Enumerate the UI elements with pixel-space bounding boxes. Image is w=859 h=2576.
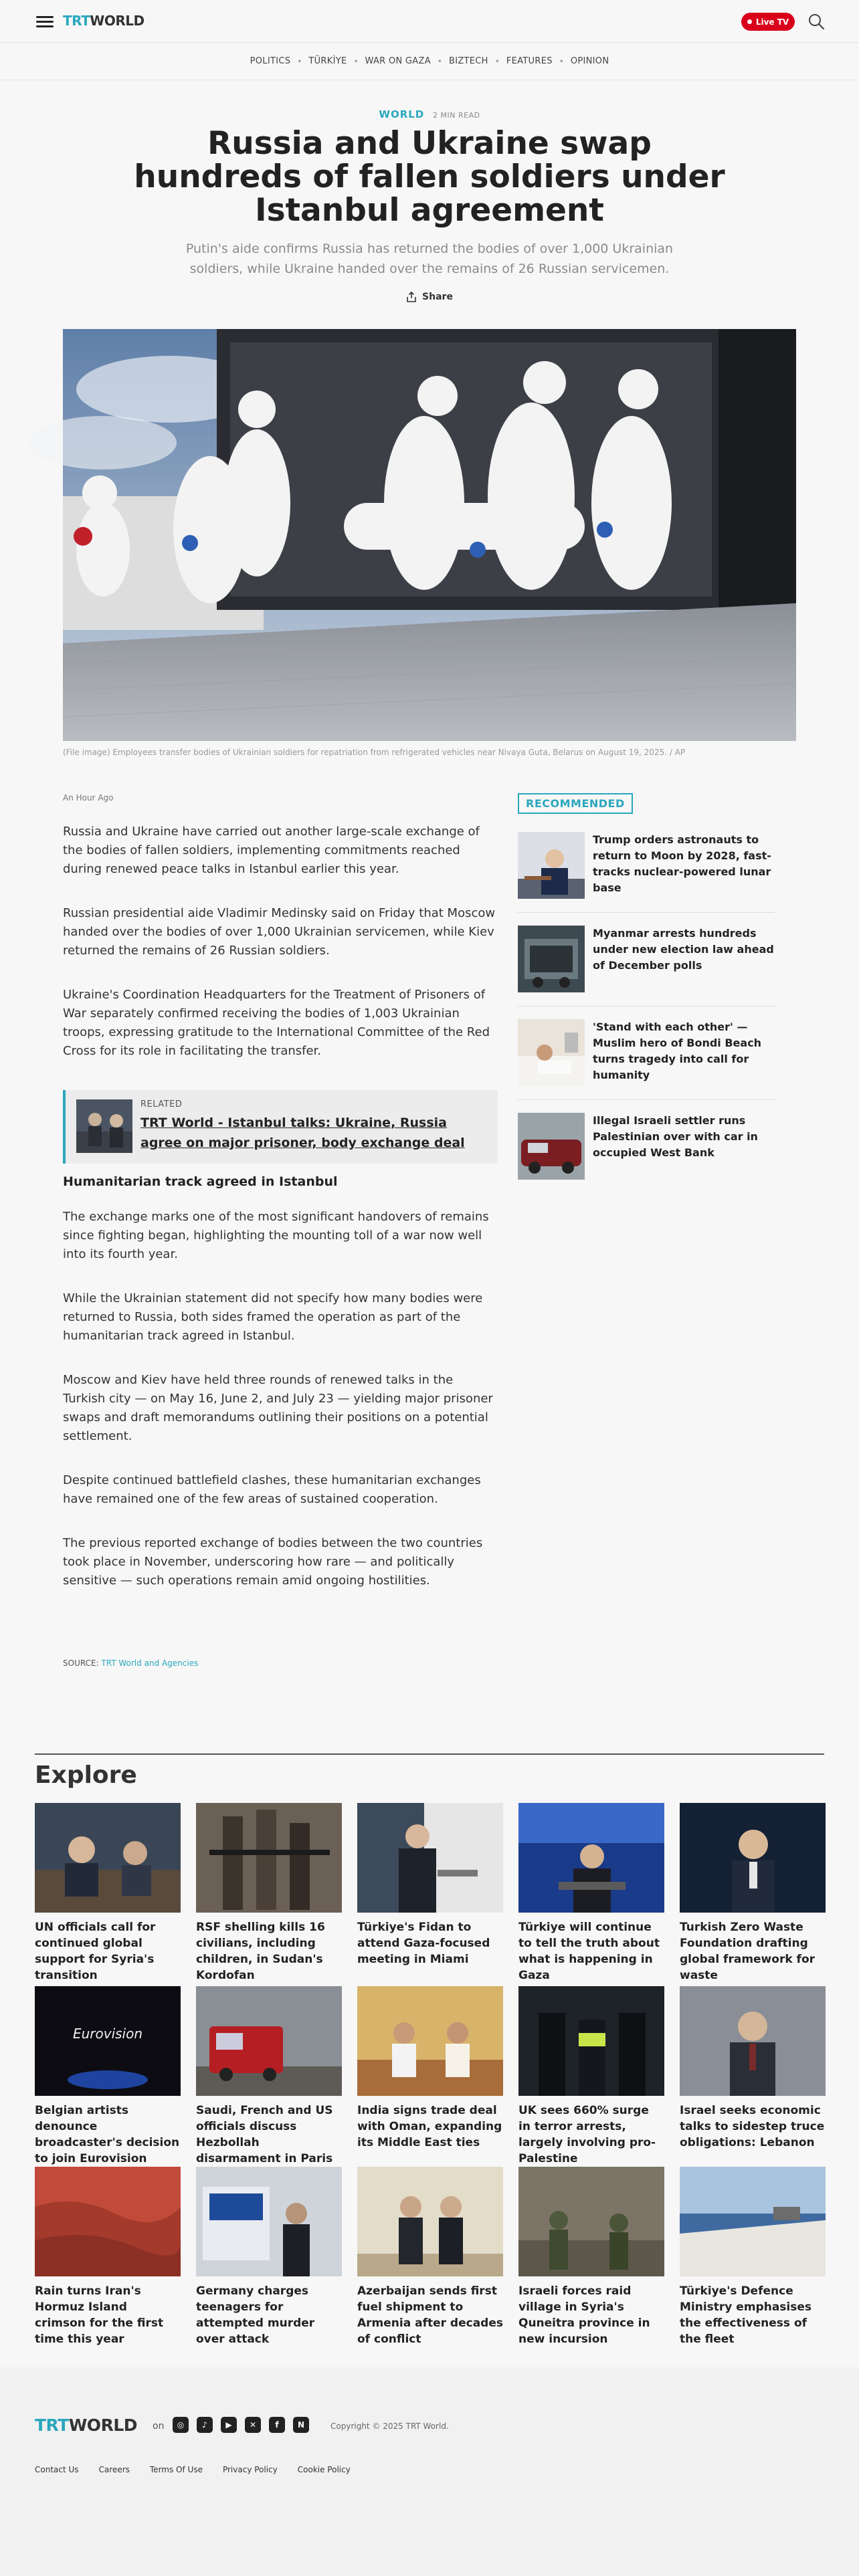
nav-item-politics[interactable]: POLITICS (250, 56, 291, 66)
recommended-item[interactable] (518, 832, 775, 899)
explore-card[interactable] (196, 1986, 342, 2165)
explore-thumbnail (35, 2167, 181, 2276)
explore-thumbnail (196, 2167, 342, 2276)
explore-card-title: Türkiye's Defence Ministry emphasises the effectiveness of the fleet (680, 2284, 812, 2346)
hero-caption: (File image) Employees transfer bodies of Ukrainian soldiers for repatriation from refrigerated vehicles near Nivaya Guta, Belarus on August 19, 2025. / AP (63, 748, 686, 757)
explore-card-title: UK sees 660% surge in terror arrests, largely involving pro-Palestine (518, 2104, 656, 2165)
explore-card[interactable] (196, 1803, 342, 1982)
footer-link-careers[interactable]: Careers (98, 2465, 130, 2474)
menu-icon[interactable] (36, 15, 54, 28)
time-ago: An Hour Ago (63, 793, 114, 802)
explore-card-title: Türkiye will continue to tell the truth about what is happening in Gaza (518, 1921, 660, 1982)
live-dot-icon (747, 19, 752, 24)
explore-card-title: Belgian artists denounce broadcaster's decision to join Eurovision (35, 2104, 180, 2165)
paragraph: Russian presidential aide Vladimir Medinsky said on Friday that Moscow handed over the bodies of over 1,000 Ukrainian servicemen, while Kiev returned the remains of 26 Russian soldiers. (63, 906, 496, 958)
explore-card[interactable] (357, 1803, 503, 1967)
youtube-icon[interactable]: ▶ (221, 2417, 237, 2433)
explore-card-title: UN officials call for continued global support for Syria's transition (35, 1921, 156, 1982)
article-source: SOURCE: TRT World and Agencies (63, 1658, 199, 1668)
nav-item-features[interactable]: FEATURES (506, 56, 553, 66)
site-footer (0, 2367, 859, 2576)
explore-card-title: RSF shelling kills 16 civilians, including children, in Sudan's Kordofan (196, 1921, 325, 1982)
paragraph: Ukraine's Coordination Headquarters for the Treatment of Prisoners of War separately confirmed receiving the bodies of 1,003 Ukrainian troops, expressing gratitude to the International Committee of the Red Cross for its role in facilitating the transfer. (63, 988, 490, 1058)
explore-thumbnail (196, 1803, 342, 1913)
explore-card-title: Israel seeks economic talks to sidestep truce obligations: Lebanon (680, 2104, 825, 2149)
related-label: RELATED (140, 1099, 183, 1109)
share-icon (406, 292, 417, 302)
hero-image (63, 329, 796, 741)
explore-card[interactable] (680, 2167, 826, 2346)
svg-text:Eurovision: Eurovision (72, 2026, 143, 2042)
explore-card[interactable] (518, 1986, 664, 2165)
recommended-item[interactable] (518, 1019, 775, 1086)
explore-card-title: Turkish Zero Waste Foundation drafting global framework for waste (680, 1921, 816, 1982)
explore-card-title: Türkiye's Fidan to attend Gaza-focused meeting in Miami (357, 1921, 490, 1966)
recommended-title: Trump orders astronauts to return to Moon by 2028, fast-tracks nuclear-powered lunar base (593, 833, 771, 894)
nebula-icon[interactable]: N (293, 2417, 309, 2433)
explore-thumbnail (357, 1803, 503, 1913)
instagram-icon[interactable]: ◎ (173, 2417, 189, 2433)
explore-card[interactable] (196, 2167, 342, 2346)
search-icon[interactable] (807, 12, 826, 31)
source-link[interactable]: TRT World and Agencies (101, 1658, 199, 1668)
recommended-title: 'Stand with each other' — Muslim hero of Bondi Beach turns tragedy into call for humanity (593, 1021, 762, 1081)
explore-card[interactable] (35, 1986, 181, 2165)
explore-thumbnail (680, 1803, 826, 1913)
explore-card[interactable] (518, 2167, 664, 2346)
article-kicker (0, 108, 859, 120)
related-title-link[interactable]: TRT World - Istanbul talks: Ukraine, Russia agree on major prisoner, body exchange deal (140, 1115, 465, 1150)
footer-on-label: on (153, 2421, 165, 2432)
footer-link-contact[interactable]: Contact Us (35, 2465, 79, 2474)
divider (518, 1099, 775, 1100)
explore-card[interactable] (357, 1986, 503, 2151)
tiktok-icon[interactable]: ♪ (197, 2417, 213, 2433)
explore-card[interactable] (357, 2167, 503, 2346)
divider (518, 912, 775, 913)
explore-card[interactable] (680, 1986, 826, 2151)
footer-link-terms[interactable]: Terms Of Use (149, 2465, 203, 2474)
footer-links (35, 2465, 351, 2474)
nav-item-war-on-gaza[interactable]: WAR ON GAZA (365, 56, 431, 66)
footer-link-cookie[interactable]: Cookie Policy (297, 2465, 351, 2474)
site-logo[interactable]: TRTWORLD (63, 13, 145, 29)
explore-thumbnail (518, 1803, 664, 1913)
nav-item-biztech[interactable]: BIZTECH (448, 56, 488, 66)
related-article-card[interactable] (63, 1090, 498, 1164)
recommended-title: Illegal Israeli settler runs Palestinian over with car in occupied West Bank (593, 1114, 758, 1159)
related-thumbnail (76, 1099, 132, 1153)
explore-card-title: Germany charges teenagers for attempted murder over attack (196, 2284, 315, 2346)
explore-thumbnail (518, 2167, 664, 2276)
paragraph: While the Ukrainian statement did not specify how many bodies were returned to Russia, both sides framed the operation as part of the humanitarian track agreed in Istanbul. (63, 1291, 483, 1343)
explore-card[interactable] (35, 1803, 181, 1982)
footer-link-privacy[interactable]: Privacy Policy (222, 2465, 278, 2474)
live-tv-button[interactable]: Live TV (741, 13, 795, 31)
nav-item-opinion[interactable]: OPINION (570, 56, 609, 66)
explore-card[interactable] (518, 1803, 664, 1982)
copyright: Copyright © 2025 TRT World. (330, 2422, 449, 2431)
explore-thumbnail (35, 1803, 181, 1913)
social-links (173, 2417, 309, 2433)
recommended-thumbnail (518, 832, 585, 899)
recommended-item[interactable] (518, 926, 775, 992)
facebook-icon[interactable]: f (269, 2417, 285, 2433)
recommended-thumbnail (518, 1019, 585, 1086)
category-link[interactable]: WORLD (379, 108, 425, 120)
explore-title: Explore (35, 1761, 137, 1789)
paragraph: Despite continued battlefield clashes, these humanitarian exchanges have remained one of the few areas of sustained cooperation. (63, 1473, 481, 1506)
explore-card-title: Rain turns Iran's Hormuz Island crimson for the first time this year (35, 2284, 164, 2346)
explore-thumbnail (196, 1986, 342, 2096)
explore-thumbnail (680, 2167, 826, 2276)
section-subheading: Humanitarian track agreed in Istanbul (63, 1174, 338, 1189)
explore-card[interactable] (35, 2167, 181, 2346)
recommended-thumbnail (518, 926, 585, 992)
paragraph: The previous reported exchange of bodies between the two countries took place in November, underscoring how rare — and politically sensitive — such operations remain amid ongoing hostilities. (63, 1536, 483, 1588)
paragraph: Moscow and Kiev have held three rounds of renewed talks in the Turkish city — on May 16, June 2, and July 23 — yielding major prisoner swaps and draft memorandums outlining their positions on a potential settlement. (63, 1373, 493, 1443)
explore-thumbnail (518, 1986, 664, 2096)
explore-thumbnail (680, 1986, 826, 2096)
paragraph: The exchange marks one of the most significant handovers of remains since fighting began, highlighting the mounting toll of a war now well into its fourth year. (63, 1210, 489, 1261)
explore-thumbnail (357, 1986, 503, 2096)
explore-thumbnail (357, 2167, 503, 2276)
recommended-item[interactable] (518, 1113, 775, 1180)
explore-card-title: India signs trade deal with Oman, expanding its Middle East ties (357, 2104, 502, 2149)
read-time: 2 MIN READ (433, 111, 480, 120)
recommended-thumbnail (518, 1113, 585, 1180)
site-header (0, 0, 859, 43)
article-title: Russia and Ukraine swap hundreds of fallen soldiers under Istanbul agreement (134, 125, 725, 229)
explore-rule (35, 1753, 824, 1755)
nav-item-turkiye[interactable]: TÜRKİYE (308, 56, 347, 66)
x-icon[interactable]: ✕ (245, 2417, 261, 2433)
explore-card-title: Azerbaijan sends first fuel shipment to Armenia after decades of conflict (357, 2284, 503, 2346)
share-button[interactable]: Share (406, 292, 453, 302)
explore-card-title: Saudi, French and US officials discuss Hezbollah disarmament in Paris (196, 2104, 333, 2165)
article-subtitle: Putin's aide confirms Russia has returned the bodies of over 1,000 Ukrainian soldiers, while Ukraine handed over the remains of 26 Russian servicemen. (185, 241, 674, 276)
paragraph: Russia and Ukraine have carried out another large-scale exchange of the bodies of fallen soldiers, implementing commitments reached during renewed peace talks in Istanbul earlier this year. (63, 825, 480, 876)
footer-logo[interactable]: TRTWORLD (35, 2416, 137, 2435)
recommended-title: Myanmar arrests hundreds under new election law ahead of December polls (593, 927, 774, 972)
explore-thumbnail (35, 1986, 181, 2096)
explore-card[interactable] (680, 1803, 826, 1982)
main-nav: POLITICS • TÜRKİYE • WAR ON GAZA • BIZTECH • FEATURES • OPINION (0, 43, 859, 80)
explore-card-title: Israeli forces raid village in Syria's Quneitra province in new incursion (518, 2284, 650, 2346)
recommended-badge: RECOMMENDED (518, 793, 633, 814)
